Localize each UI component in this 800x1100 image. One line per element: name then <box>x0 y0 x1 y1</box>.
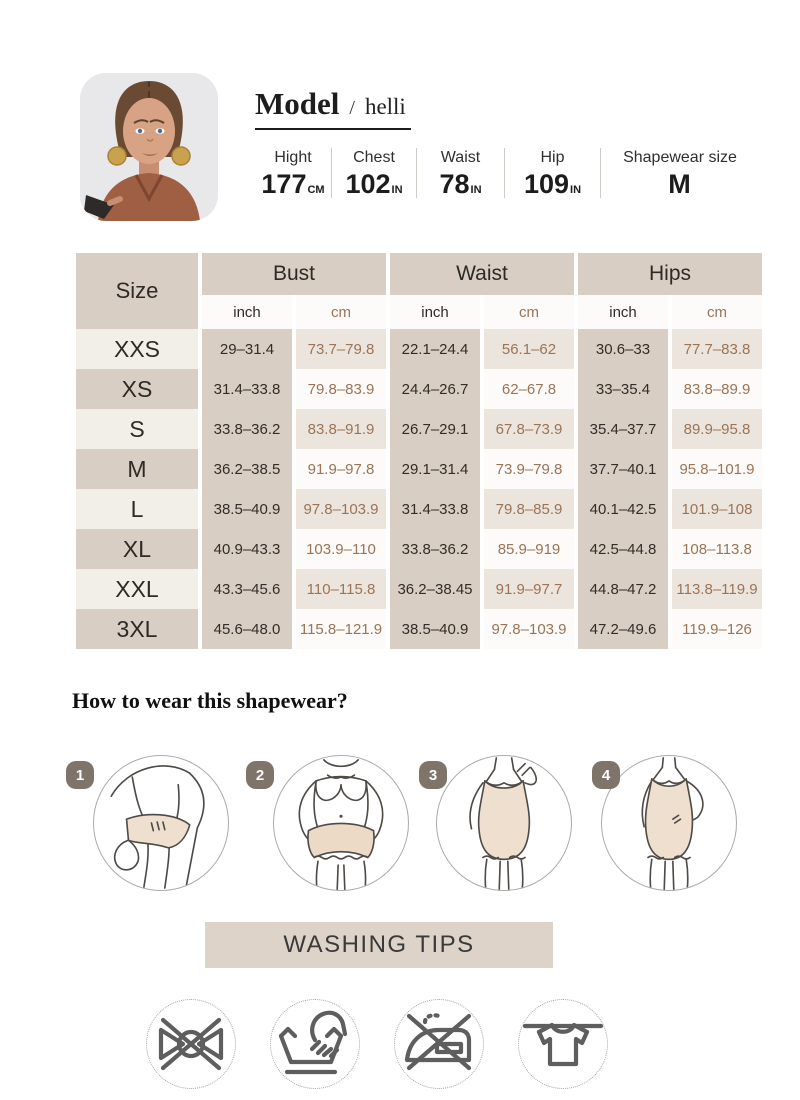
cell: 43.3–45.6 <box>202 569 292 609</box>
cell: 36.2–38.45 <box>390 569 480 609</box>
cell: 101.9–108 <box>672 489 762 529</box>
cell: 97.8–103.9 <box>296 489 386 529</box>
table-row <box>76 609 762 649</box>
washing-tips-banner: WASHING TIPS <box>205 922 553 968</box>
cell: 42.5–44.8 <box>578 529 668 569</box>
cell: 47.2–49.6 <box>578 609 668 649</box>
stat-height: Hight 177CM <box>261 148 325 199</box>
step-4-illustration <box>601 755 737 891</box>
unit-header: cm <box>484 295 574 329</box>
do-not-wring-icon <box>146 999 236 1089</box>
cell: 33.8–36.2 <box>390 529 480 569</box>
hips-group-header: Hips <box>578 253 762 295</box>
cell: 73.7–79.8 <box>296 329 386 369</box>
how-to-wear-title: How to wear this shapewear? <box>72 688 348 713</box>
cell: 40.1–42.5 <box>578 489 668 529</box>
size-column-header: Size <box>76 253 198 329</box>
unit-header: inch <box>390 295 480 329</box>
table-row <box>76 329 762 369</box>
table-row <box>76 489 762 529</box>
size-chart-table <box>72 253 766 649</box>
cell: 77.7–83.8 <box>672 329 762 369</box>
cell: 38.5–40.9 <box>390 609 480 649</box>
cell: 103.9–110 <box>296 529 386 569</box>
cell: 30.6–33 <box>578 329 668 369</box>
size-label: 3XL <box>76 609 198 649</box>
cell: 24.4–26.7 <box>390 369 480 409</box>
cell: 33.8–36.2 <box>202 409 292 449</box>
cell: 79.8–83.9 <box>296 369 386 409</box>
waist-group-header: Waist <box>390 253 574 295</box>
step-2-illustration <box>273 755 409 891</box>
step-number-badge: 4 <box>592 761 620 789</box>
cell: 83.8–91.9 <box>296 409 386 449</box>
cell: 83.8–89.9 <box>672 369 762 409</box>
unit-header: cm <box>296 295 386 329</box>
cell: 73.9–79.8 <box>484 449 574 489</box>
cell: 44.8–47.2 <box>578 569 668 609</box>
cell: 110–115.8 <box>296 569 386 609</box>
cell: 115.8–121.9 <box>296 609 386 649</box>
cell: 38.5–40.9 <box>202 489 292 529</box>
cell: 26.7–29.1 <box>390 409 480 449</box>
table-row <box>76 529 762 569</box>
do-not-iron-icon <box>394 999 484 1089</box>
cell: 85.9–919 <box>484 529 574 569</box>
unit-header: inch <box>578 295 668 329</box>
size-label: XS <box>76 369 198 409</box>
cell: 56.1–62 <box>484 329 574 369</box>
step-1-illustration <box>93 755 229 891</box>
bust-group-header: Bust <box>202 253 386 295</box>
size-label: L <box>76 489 198 529</box>
cell: 37.7–40.1 <box>578 449 668 489</box>
cell: 36.2–38.5 <box>202 449 292 489</box>
size-label: XXL <box>76 569 198 609</box>
cell: 119.9–126 <box>672 609 762 649</box>
cell: 22.1–24.4 <box>390 329 480 369</box>
hand-wash-icon <box>270 999 360 1089</box>
model-title-separator: / <box>349 97 355 119</box>
stat-waist: Waist 78IN <box>439 148 482 199</box>
step-number-badge: 1 <box>66 761 94 789</box>
stat-chest: Chest 102IN <box>345 148 403 199</box>
cell: 108–113.8 <box>672 529 762 569</box>
cell: 89.9–95.8 <box>672 409 762 449</box>
cell: 95.8–101.9 <box>672 449 762 489</box>
model-name: helli <box>364 94 406 119</box>
cell: 91.9–97.7 <box>484 569 574 609</box>
step-3-illustration <box>436 755 572 891</box>
table-row <box>76 409 762 449</box>
table-row <box>76 449 762 489</box>
table-row <box>76 369 762 409</box>
cell: 45.6–48.0 <box>202 609 292 649</box>
model-stats <box>255 142 761 204</box>
model-title <box>255 86 411 130</box>
cell: 33–35.4 <box>578 369 668 409</box>
cell: 62–67.8 <box>484 369 574 409</box>
cell: 31.4–33.8 <box>390 489 480 529</box>
cell: 113.8–119.9 <box>672 569 762 609</box>
cell: 67.8–73.9 <box>484 409 574 449</box>
unit-header: cm <box>672 295 762 329</box>
size-label: XXS <box>76 329 198 369</box>
size-label: S <box>76 409 198 449</box>
cell: 29.1–31.4 <box>390 449 480 489</box>
model-title-word: Model <box>255 86 340 121</box>
cell: 31.4–33.8 <box>202 369 292 409</box>
step-number-badge: 2 <box>246 761 274 789</box>
cell: 35.4–37.7 <box>578 409 668 449</box>
cell: 91.9–97.8 <box>296 449 386 489</box>
stat-shapewear-size: Shapewear size M <box>623 148 737 199</box>
cell: 97.8–103.9 <box>484 609 574 649</box>
stat-hip: Hip 109IN <box>523 148 582 199</box>
model-photo <box>80 73 218 221</box>
cell: 29–31.4 <box>202 329 292 369</box>
cell: 79.8–85.9 <box>484 489 574 529</box>
hang-dry-icon <box>518 999 608 1089</box>
size-label: M <box>76 449 198 489</box>
cell: 40.9–43.3 <box>202 529 292 569</box>
size-label: XL <box>76 529 198 569</box>
unit-header: inch <box>202 295 292 329</box>
model-portrait-illustration <box>80 73 218 221</box>
step-number-badge: 3 <box>419 761 447 789</box>
table-row <box>76 569 762 609</box>
